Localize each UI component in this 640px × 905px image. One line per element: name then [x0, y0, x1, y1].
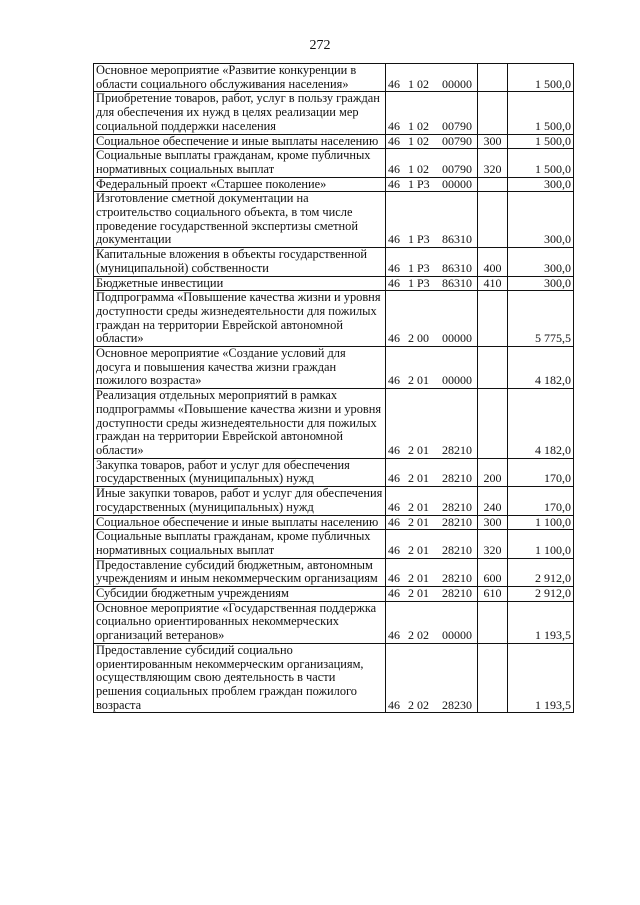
row-name: Изготовление сметной документации на строительство социального объекта, в том числе проведение государственной экспертизы сметной документации [94, 192, 386, 248]
row-expense-type [478, 177, 508, 192]
row-expense-type [478, 347, 508, 389]
row-code [386, 389, 478, 459]
direction-code: 28210 [442, 471, 472, 486]
direction-code: 00000 [442, 76, 472, 91]
table-row [94, 458, 574, 486]
subprogram-code: 1 [408, 134, 414, 148]
row-sum: 1 193,5 [508, 601, 574, 643]
subprogram-code: 2 [408, 471, 414, 486]
subprogram-code: 1 [408, 232, 414, 247]
row-name: Социальные выплаты гражданам, кроме публичных нормативных социальных выплат [94, 149, 386, 177]
table-row [94, 389, 574, 459]
main-event-code: 01 [417, 571, 429, 586]
row-expense-type: 300 [478, 515, 508, 530]
row-expense-type [478, 601, 508, 643]
table-row [94, 601, 574, 643]
row-expense-type: 410 [478, 276, 508, 291]
table-row [94, 530, 574, 558]
main-event-code: P3 [417, 260, 430, 275]
direction-code: 28210 [442, 586, 472, 601]
row-sum: 1 193,5 [508, 643, 574, 713]
direction-code: 86310 [442, 232, 472, 247]
row-name: Реализация отдельных мероприятий в рамках подпрограммы «Повышение качества жизни и уровня доступности среды жизнедеятельности для пожилых граждан на территории Еврейской автономной области» [94, 389, 386, 459]
program-code: 46 [388, 331, 400, 346]
program-code: 46 [388, 118, 400, 133]
row-sum: 300,0 [508, 177, 574, 192]
direction-code: 00000 [442, 373, 472, 388]
main-event-code: 01 [417, 586, 429, 601]
row-expense-type [478, 92, 508, 134]
direction-code: 28210 [442, 571, 472, 586]
program-code: 46 [388, 471, 400, 486]
table-row [94, 587, 574, 602]
subprogram-code: 2 [408, 373, 414, 388]
row-code [386, 192, 478, 248]
table-row [94, 248, 574, 276]
row-name: Закупка товаров, работ и услуг для обеспечения государственных (муниципальных) нужд [94, 458, 386, 486]
row-expense-type: 610 [478, 587, 508, 602]
budget-table-body [94, 64, 574, 713]
direction-code: 28210 [442, 515, 472, 529]
row-code [386, 92, 478, 134]
row-expense-type [478, 192, 508, 248]
subprogram-code: 1 [408, 76, 414, 91]
program-code: 46 [388, 571, 400, 586]
row-code [386, 458, 478, 486]
subprogram-code: 2 [408, 499, 414, 514]
row-sum: 1 100,0 [508, 515, 574, 530]
main-event-code: 01 [417, 542, 429, 557]
program-code: 46 [388, 276, 400, 290]
row-name: Бюджетные инвестиции [94, 276, 386, 291]
program-code: 46 [388, 373, 400, 388]
row-expense-type [478, 64, 508, 92]
table-row [94, 347, 574, 389]
subprogram-code: 1 [408, 161, 414, 176]
page-number: 272 [309, 38, 331, 53]
subprogram-code: 2 [408, 331, 414, 346]
direction-code: 00790 [442, 134, 472, 148]
table-row [94, 487, 574, 515]
budget-table [93, 63, 574, 713]
row-code [386, 601, 478, 643]
subprogram-code: 2 [408, 515, 414, 529]
main-event-code: 01 [417, 499, 429, 514]
table-row [94, 64, 574, 92]
row-sum: 4 182,0 [508, 347, 574, 389]
main-event-code: 02 [417, 697, 429, 712]
row-expense-type [478, 291, 508, 347]
table-row [94, 276, 574, 291]
program-code: 46 [388, 260, 400, 275]
row-sum: 1 500,0 [508, 92, 574, 134]
row-code [386, 347, 478, 389]
row-expense-type: 240 [478, 487, 508, 515]
subprogram-code: 1 [408, 118, 414, 133]
main-event-code: 01 [417, 471, 429, 486]
row-sum: 2 912,0 [508, 558, 574, 586]
row-code [386, 587, 478, 602]
row-code [386, 177, 478, 192]
program-code: 46 [388, 499, 400, 514]
row-sum: 170,0 [508, 487, 574, 515]
main-event-code: 02 [417, 134, 429, 148]
program-code: 46 [388, 697, 400, 712]
main-event-code: P3 [417, 276, 430, 290]
row-name: Основное мероприятие «Создание условий для досуга и повышения качества жизни граждан пожилого возраста» [94, 347, 386, 389]
program-code: 46 [388, 232, 400, 247]
table-row [94, 515, 574, 530]
program-code: 46 [388, 515, 400, 529]
program-code: 46 [388, 76, 400, 91]
row-name: Капитальные вложения в объекты государственной (муниципальной) собственности [94, 248, 386, 276]
row-code [386, 643, 478, 713]
row-code [386, 530, 478, 558]
program-code: 46 [388, 442, 400, 457]
direction-code: 28210 [442, 542, 472, 557]
row-code [386, 149, 478, 177]
direction-code: 00790 [442, 118, 472, 133]
row-sum: 1 100,0 [508, 530, 574, 558]
direction-code: 86310 [442, 276, 472, 290]
row-code [386, 291, 478, 347]
row-name: Федеральный проект «Старшее поколение» [94, 177, 386, 192]
table-row [94, 92, 574, 134]
row-sum: 4 182,0 [508, 389, 574, 459]
row-name: Социальные выплаты гражданам, кроме публичных нормативных социальных выплат [94, 530, 386, 558]
program-code: 46 [388, 134, 400, 148]
direction-code: 00000 [442, 331, 472, 346]
row-code [386, 134, 478, 149]
row-expense-type: 300 [478, 134, 508, 149]
table-row [94, 291, 574, 347]
program-code: 46 [388, 586, 400, 601]
main-event-code: 02 [417, 76, 429, 91]
row-code [386, 276, 478, 291]
subprogram-code: 1 [408, 260, 414, 275]
direction-code: 28210 [442, 499, 472, 514]
program-code: 46 [388, 161, 400, 176]
row-expense-type: 400 [478, 248, 508, 276]
row-sum: 300,0 [508, 248, 574, 276]
row-sum: 1 500,0 [508, 134, 574, 149]
row-name: Основное мероприятие «Развитие конкуренции в области социального обслуживания населения» [94, 64, 386, 92]
row-expense-type [478, 643, 508, 713]
row-name: Иные закупки товаров, работ и услуг для обеспечения государственных (муниципальных) нужд [94, 487, 386, 515]
table-row [94, 177, 574, 192]
subprogram-code: 1 [408, 177, 414, 191]
row-name: Основное мероприятие «Государственная поддержка социально ориентированных некоммерческих организаций ветеранов» [94, 601, 386, 643]
subprogram-code: 1 [408, 276, 414, 290]
main-event-code: 00 [417, 331, 429, 346]
program-code: 46 [388, 542, 400, 557]
direction-code: 00000 [442, 628, 472, 643]
main-event-code: 01 [417, 442, 429, 457]
row-sum: 1 500,0 [508, 64, 574, 92]
direction-code: 28210 [442, 442, 472, 457]
row-name: Подпрограмма «Повышение качества жизни и уровня доступности среды жизнедеятельности для пожилых граждан на территории Еврейской автономной области» [94, 291, 386, 347]
main-event-code: 02 [417, 628, 429, 643]
subprogram-code: 2 [408, 571, 414, 586]
row-name: Приобретение товаров, работ, услуг в пользу граждан для обеспечения их нужд в целях реализации мер социальной поддержки населения [94, 92, 386, 134]
row-code [386, 248, 478, 276]
direction-code: 28230 [442, 697, 472, 712]
subprogram-code: 2 [408, 586, 414, 601]
main-event-code: 02 [417, 118, 429, 133]
direction-code: 86310 [442, 260, 472, 275]
program-code: 46 [388, 177, 400, 191]
table-row [94, 149, 574, 177]
row-sum: 1 500,0 [508, 149, 574, 177]
row-expense-type: 200 [478, 458, 508, 486]
direction-code: 00000 [442, 177, 472, 191]
row-code [386, 515, 478, 530]
direction-code: 00790 [442, 161, 472, 176]
row-code [386, 64, 478, 92]
subprogram-code: 2 [408, 542, 414, 557]
row-expense-type: 320 [478, 530, 508, 558]
subprogram-code: 2 [408, 697, 414, 712]
row-name: Социальное обеспечение и иные выплаты населению [94, 515, 386, 530]
row-sum: 5 775,5 [508, 291, 574, 347]
row-code [386, 558, 478, 586]
table-row [94, 192, 574, 248]
main-event-code: P3 [417, 177, 430, 191]
row-sum: 300,0 [508, 276, 574, 291]
row-name: Предоставление субсидий бюджетным, автономным учреждениям и иным некоммерческим организациям [94, 558, 386, 586]
subprogram-code: 2 [408, 628, 414, 643]
table-row [94, 558, 574, 586]
row-name: Субсидии бюджетным учреждениям [94, 587, 386, 602]
row-expense-type [478, 389, 508, 459]
row-code [386, 487, 478, 515]
row-name: Предоставление субсидий социально ориентированным некоммерческим организациям, осуществляющим свою деятельность в части решения социальных проблем граждан пожилого возраста [94, 643, 386, 713]
main-event-code: 01 [417, 373, 429, 388]
program-code: 46 [388, 628, 400, 643]
row-expense-type: 600 [478, 558, 508, 586]
main-event-code: 02 [417, 161, 429, 176]
table-row [94, 643, 574, 713]
subprogram-code: 2 [408, 442, 414, 457]
row-sum: 170,0 [508, 458, 574, 486]
row-expense-type: 320 [478, 149, 508, 177]
main-event-code: 01 [417, 515, 429, 529]
row-name: Социальное обеспечение и иные выплаты населению [94, 134, 386, 149]
table-row [94, 134, 574, 149]
row-sum: 300,0 [508, 192, 574, 248]
main-event-code: P3 [417, 232, 430, 247]
row-sum: 2 912,0 [508, 587, 574, 602]
